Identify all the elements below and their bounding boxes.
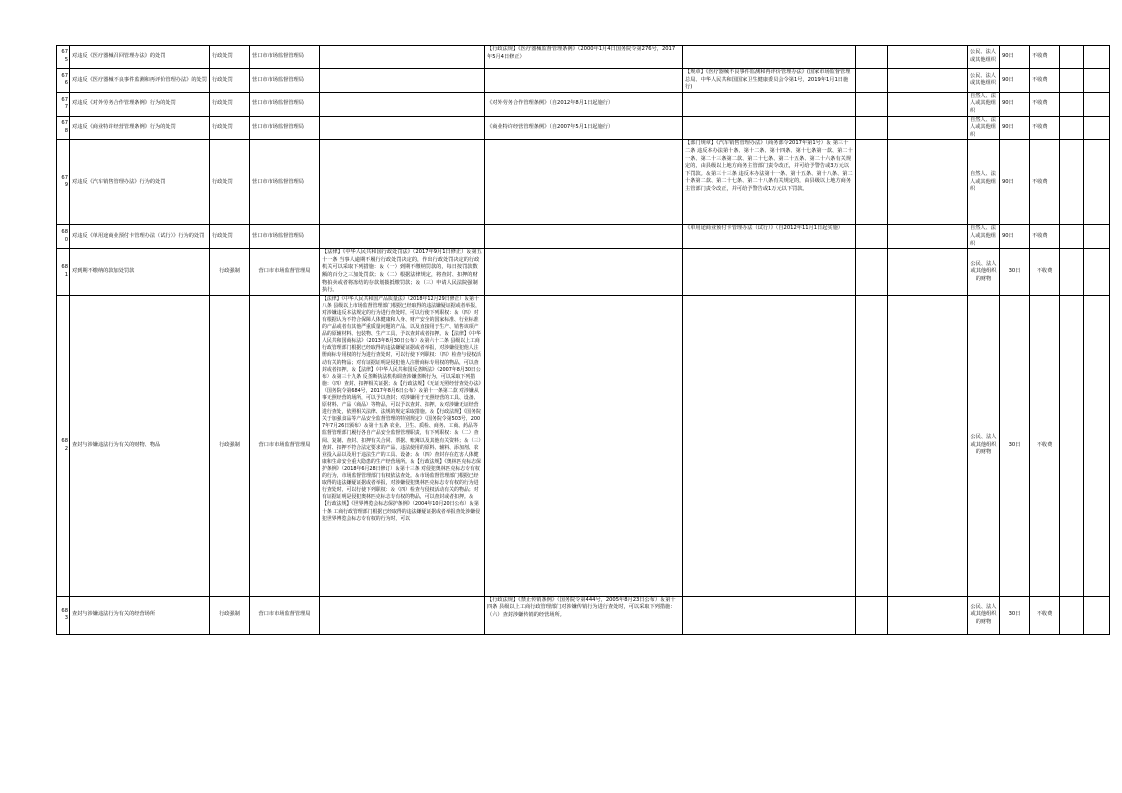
target-party: 公民、法人或其他组织 (968, 46, 1000, 69)
item-kind: 行政处罚 (210, 116, 250, 140)
table-row (57, 249, 1110, 296)
target-party: 自然人、法人或其他组织 (968, 92, 1000, 116)
basis-law: 【法律】《中华人民共和国行政处罚法》（2017年9月1日修正）＆第五十一条 当事人逾期不履行行政处罚决定的，作出行政处罚决定的行政机关可以采取下列措施：＆（一）到期不缴纳罚款的，每日按罚款数额的百分之三加处罚款；＆（二）根据法律规定，将查封、扣押的财物拍卖或者将冻结的存款划拨抵缴罚款；＆（三）申请人民法院强制执行。 (320, 249, 485, 296)
table-row (57, 92, 1110, 116)
basis-regulation (485, 249, 683, 296)
table-row (57, 596, 1110, 634)
empty-cell (1084, 249, 1110, 296)
empty-cell (1060, 69, 1084, 93)
basis-law (320, 596, 485, 634)
table-row (57, 46, 1110, 69)
empty-cell (888, 249, 968, 296)
item-name: 查封与涉嫌违法行为有关的财物、物品 (70, 295, 210, 596)
time-limit: 90日 (1000, 225, 1030, 249)
empty-cell (856, 46, 888, 69)
empty-cell (856, 225, 888, 249)
empty-cell (1084, 92, 1110, 116)
empty-cell (856, 295, 888, 596)
empty-cell (856, 69, 888, 93)
empty-cell (1060, 92, 1084, 116)
row-number: 681 (57, 249, 70, 296)
time-limit: 90日 (1000, 46, 1030, 69)
empty-cell (1084, 295, 1110, 596)
records-table (56, 45, 1110, 635)
empty-cell (1084, 116, 1110, 140)
basis-regulation: 【行政法规】《医疗器械监督管理条例》（2000年1月4日国务院令第276号，2017年5月4日修正） (485, 46, 683, 69)
basis-regulation (485, 140, 683, 225)
table-row (57, 295, 1110, 596)
basis-law (320, 69, 485, 93)
basis-rule (683, 116, 856, 140)
fee: 不收费 (1030, 92, 1060, 116)
basis-law (320, 225, 485, 249)
row-number: 683 (57, 596, 70, 634)
department: 营口市市场监督管理局 (250, 116, 320, 140)
row-number: 679 (57, 140, 70, 225)
item-kind: 行政处罚 (210, 92, 250, 116)
basis-law: 【法律】《中华人民共和国产品质量法》（2018年12月29日修正）＆第十八条 县级以上市场监督管理部门根据已经取得的违法嫌疑证据或者举报，对涉嫌违反本法规定的行为进行查处时，可以行使下列职权：＆（四）对有根据认为不符合保障人体健康和人身、财产安全的国家标准、行业标准的产品或者有其他严重质量问题的产品，以及直接用于生产、销售该项产品的原辅材料、包装物、生产工具，予以查封或者扣押。＆【法律】《中华人民共和国商标法》（2013年8月30日公布）＆第六十二条 县级以上工商行政管理部门根据已经取得的违法嫌疑证据或者举报，对涉嫌侵犯他人注册商标专用权的行为进行查处时，可以行使下列职权：（四）检查与侵权活动有关的物品；对有证据证明是侵犯他人注册商标专用权的物品，可以查封或者扣押。＆【法律】《中华人民共和国反垄断法》（2007年8月30日公布）＆第三十九条 反垄断执法机构调查涉嫌垄断行为，可以采取下列措施：（四）查封、扣押相关证据；＆【行政法规】《无证无照经营查处办法》（国务院令第684号，2017年8月6日公布）＆第十一条第二款 对涉嫌从事无照经营的场所，可以予以查封；对涉嫌用于无照经营的工具、设备、原材料、产品（商品）等物品，可以予以查封、扣押。＆对涉嫌无证经营进行查处，依照相关法律、法规的规定采取措施。＆【行政法规】《国务院关于加强食品等产品安全监督管理的特别规定》（国务院令第503号，2007年7月26日颁布）＆第十五条 农业、卫生、质检、商务、工商、药品等监督管理部门履行各自产品安全监督管理职责，有下列职权：＆（二）查阅、复制、查封、扣押有关合同、票据、账簿以及其他有关资料；＆（三）查封、扣押不符合法定要求的产品，违法使用的原料、辅料、添加剂、农业投入品以及用于违法生产的工具、设备；＆（四）查封存在危害人体健康和生命安全重大隐患的生产经营场所。＆【行政法规】《奥林匹克标志保护条例》（2018年6月28日修订）＆第十三条 对侵犯奥林匹克标志专有权的行为，市场监督管理部门有权依法查处。＆市场监督管理部门根据已经取得的违法嫌疑证据或者举报，对涉嫌侵犯奥林匹克标志专有权的行为进行查处时，可以行使下列职权：＆（四）检查与侵权活动有关的物品；对有证据证明是侵犯奥林匹克标志专有权的物品，可以查封或者扣押。＆【行政法规】《世界博览会标志保护条例》（2004年10月20日公布）＆第十条 工商行政管理部门根据已经取得的违法嫌疑证据或者举报查处涉嫌侵犯世界博览会标志专有权的行为时，可以 (320, 295, 485, 596)
basis-regulation: 【行政法规】《禁止传销条例》（国务院令第444号，2005年8月23日公布）＆第十四条 县级以上工商行政管理部门对涉嫌传销行为进行查处时，可以采取下列措施：（六）查封涉嫌传销的经营场所。 (485, 596, 683, 634)
empty-cell (888, 92, 968, 116)
department: 营口市市场监督管理局 (250, 46, 320, 69)
basis-rule (683, 249, 856, 296)
empty-cell (1084, 69, 1110, 93)
basis-rule: 【部门规章】《汽车销售管理办法》（商务部令2017年第1号）＆ 第三十二条 违反本办法第十条、第十二条、第十四条、第十七条第一款、第二十一条、第二十三条第二款、第二十七条、第二十五条、第二十六条有关规定的，由县级以上地方商务主管部门责令改正，并可给予警告或3万元以下罚款。＆第三十三条 违反本办法第十一条、第十五条、第十八条、第二十条第二款、第二十七条、第二十八条有关规定的，由县级以上地方商务主管部门责令改正，并可给予警告或1万元以下罚款。 (683, 140, 856, 225)
item-kind: 行政处罚 (210, 140, 250, 225)
empty-cell (1084, 596, 1110, 634)
table-row (57, 225, 1110, 249)
empty-cell (888, 116, 968, 140)
department: 营口市市场监督管理局 (250, 596, 320, 634)
basis-rule (683, 295, 856, 596)
empty-cell (1060, 225, 1084, 249)
basis-rule (683, 46, 856, 69)
empty-cell (888, 596, 968, 634)
item-name: 查封与涉嫌违法行为有关的经营场所 (70, 596, 210, 634)
basis-law (320, 116, 485, 140)
item-kind: 行政处罚 (210, 69, 250, 93)
department: 营口市市场监督管理局 (250, 140, 320, 225)
empty-cell (856, 116, 888, 140)
item-name: 对到期不缴纳的款加处罚款 (70, 249, 210, 296)
basis-regulation: 《对外劳务合作管理条例》（自2012年8月1日起施行） (485, 92, 683, 116)
department: 营口市市场监督管理局 (250, 92, 320, 116)
department: 营口市市场监督管理局 (250, 225, 320, 249)
basis-rule (683, 596, 856, 634)
basis-law (320, 46, 485, 69)
table-row (57, 116, 1110, 140)
item-name: 对违反《汽车销售管理办法》行为的处罚 (70, 140, 210, 225)
table-row (57, 69, 1110, 93)
basis-rule: 《单用途商业预付卡管理办法（试行）》（自2012年11月1日起实施） (683, 225, 856, 249)
empty-cell (856, 596, 888, 634)
item-name: 对违反《医疗器械召回管理办法》的处罚 (70, 46, 210, 69)
target-party: 公民、法人或其他组织的财物 (968, 249, 1000, 296)
time-limit: 90日 (1000, 92, 1030, 116)
empty-cell (856, 140, 888, 225)
empty-cell (1084, 225, 1110, 249)
empty-cell (888, 140, 968, 225)
fee: 不收费 (1030, 46, 1060, 69)
time-limit: 90日 (1000, 69, 1030, 93)
empty-cell (856, 249, 888, 296)
empty-cell (1084, 46, 1110, 69)
item-kind: 行政处罚 (210, 225, 250, 249)
empty-cell (888, 225, 968, 249)
item-kind: 行政强制 (210, 249, 250, 296)
item-name: 对违反《单用途商业预付卡管理办法（试行）》行为的处罚 (70, 225, 210, 249)
time-limit: 90日 (1000, 140, 1030, 225)
fee: 不收费 (1030, 116, 1060, 140)
item-name: 对违反《商业特许经营管理条例》行为的处罚 (70, 116, 210, 140)
basis-regulation (485, 69, 683, 93)
time-limit: 30日 (1000, 249, 1030, 296)
time-limit: 30日 (1000, 596, 1030, 634)
empty-cell (1084, 140, 1110, 225)
target-party: 自然人、法人或其他组织 (968, 140, 1000, 225)
basis-regulation (485, 225, 683, 249)
fee: 不收费 (1030, 140, 1060, 225)
target-party: 公民、法人或其他组织 (968, 69, 1000, 93)
target-party: 公民、法人或其他组织的财物 (968, 596, 1000, 634)
basis-law (320, 140, 485, 225)
fee: 不收费 (1030, 249, 1060, 296)
empty-cell (856, 92, 888, 116)
fee: 不收费 (1030, 69, 1060, 93)
row-number: 676 (57, 69, 70, 93)
basis-rule: 【规章】《医疗器械不良事件监测和再评价管理办法》(国家市场监督管理总局、中华人民共和国国家卫生健康委员会令第1号，2019年1月1日施行) (683, 69, 856, 93)
empty-cell (1060, 46, 1084, 69)
item-kind: 行政强制 (210, 295, 250, 596)
item-kind: 行政处罚 (210, 46, 250, 69)
item-name: 对违反《医疗器械不良事件监测和再评价管理办法》的处罚 (70, 69, 210, 93)
basis-regulation (485, 295, 683, 596)
row-number: 682 (57, 295, 70, 596)
empty-cell (1060, 116, 1084, 140)
target-party: 自然人、法人或其他组织 (968, 116, 1000, 140)
department: 营口市市场监督管理局 (250, 295, 320, 596)
empty-cell (888, 46, 968, 69)
basis-rule (683, 92, 856, 116)
empty-cell (888, 69, 968, 93)
item-name: 对违反《对外劳务合作管理条例》行为的处罚 (70, 92, 210, 116)
fee: 不收费 (1030, 295, 1060, 596)
basis-regulation: 《商业特许经营管理条例》（自2007年5月1日起施行） (485, 116, 683, 140)
row-number: 678 (57, 116, 70, 140)
fee: 不收费 (1030, 225, 1060, 249)
row-number: 680 (57, 225, 70, 249)
empty-cell (1060, 596, 1084, 634)
time-limit: 90日 (1000, 116, 1030, 140)
item-kind: 行政强制 (210, 596, 250, 634)
empty-cell (1060, 249, 1084, 296)
row-number: 677 (57, 92, 70, 116)
basis-law (320, 92, 485, 116)
empty-cell (888, 295, 968, 596)
empty-cell (1060, 140, 1084, 225)
table-row (57, 140, 1110, 225)
target-party: 自然人、法人或其他组织 (968, 225, 1000, 249)
empty-cell (1060, 295, 1084, 596)
row-number: 675 (57, 46, 70, 69)
time-limit: 30日 (1000, 295, 1030, 596)
department: 营口市市场监督管理局 (250, 249, 320, 296)
target-party: 公民、法人或其他组织的财物 (968, 295, 1000, 596)
department: 营口市市场监督管理局 (250, 69, 320, 93)
fee: 不收费 (1030, 596, 1060, 634)
